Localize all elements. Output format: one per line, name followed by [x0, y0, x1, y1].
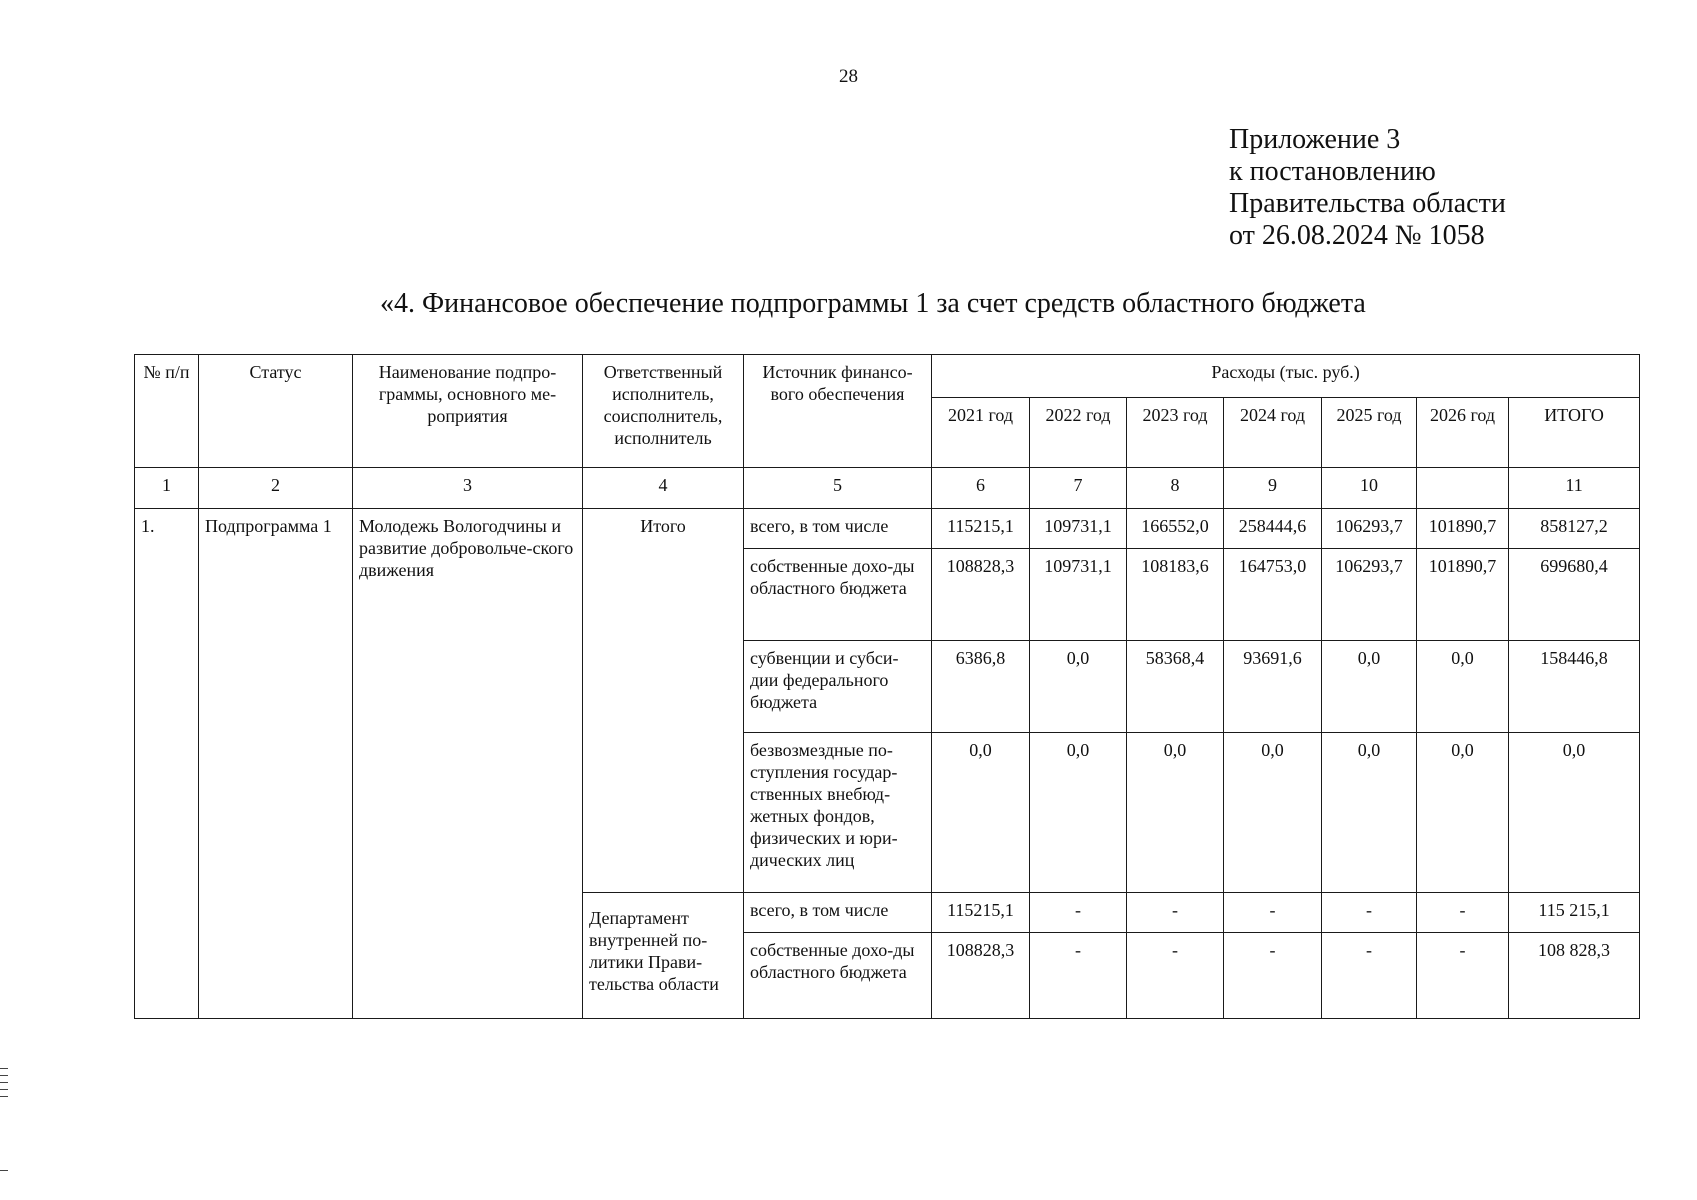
scan-artifact — [0, 1089, 8, 1090]
row-source: собственные дохо-ды областного бюджета — [744, 933, 932, 1019]
value-cell: 858127,2 — [1509, 509, 1640, 549]
column-index-row — [135, 468, 1640, 509]
value-cell: 115215,1 — [932, 893, 1030, 933]
column-index: 2 — [199, 468, 353, 509]
header-responsible: Ответственный исполнитель, соисполнитель, исполнитель — [583, 355, 744, 468]
scan-artifact — [0, 1075, 8, 1076]
row-source: всего, в том числе — [744, 893, 932, 933]
value-cell: - — [1127, 893, 1224, 933]
value-cell: 0,0 — [1030, 641, 1127, 733]
column-index: 10 — [1322, 468, 1417, 509]
value-cell: 0,0 — [1322, 733, 1417, 893]
value-cell: 6386,8 — [932, 641, 1030, 733]
financing-table — [134, 354, 1640, 1019]
value-cell: 0,0 — [1417, 733, 1509, 893]
value-cell: 0,0 — [1417, 641, 1509, 733]
row-source: собственные дохо-ды областного бюджета — [744, 549, 932, 641]
value-cell: 106293,7 — [1322, 509, 1417, 549]
column-index: 4 — [583, 468, 744, 509]
header-year-2024: 2024 год — [1224, 398, 1322, 468]
header-year-2026: 2026 год — [1417, 398, 1509, 468]
value-cell: 109731,1 — [1030, 549, 1127, 641]
value-cell: 108183,6 — [1127, 549, 1224, 641]
column-index: 11 — [1509, 468, 1640, 509]
scan-artifact — [0, 1170, 8, 1171]
row-source: субвенции и субси-дии федерального бюджета — [744, 641, 932, 733]
value-cell: - — [1224, 933, 1322, 1019]
value-cell: 115215,1 — [932, 509, 1030, 549]
row-number: 1. — [135, 509, 199, 1019]
value-cell: 0,0 — [932, 733, 1030, 893]
header-total: ИТОГО — [1509, 398, 1640, 468]
row-source: безвозмездные по-ступления государ-ственных внебюд-жетных фондов, физических и юри-дических лиц — [744, 733, 932, 893]
header-year-2022: 2022 год — [1030, 398, 1127, 468]
appendix-line: от 26.08.2024 № 1058 — [1229, 220, 1485, 251]
column-index: 9 — [1224, 468, 1322, 509]
row-responsible: Департамент внутренней по-литики Прави-тельства области — [583, 893, 744, 1019]
value-cell: 101890,7 — [1417, 549, 1509, 641]
value-cell: 0,0 — [1127, 733, 1224, 893]
value-cell: 0,0 — [1224, 733, 1322, 893]
appendix-line: Правительства области — [1229, 188, 1506, 219]
column-index: 6 — [932, 468, 1030, 509]
value-cell: 109731,1 — [1030, 509, 1127, 549]
column-index — [1417, 468, 1509, 509]
value-cell: - — [1030, 893, 1127, 933]
header-year-2023: 2023 год — [1127, 398, 1224, 468]
value-cell: - — [1322, 893, 1417, 933]
value-cell: 108828,3 — [932, 549, 1030, 641]
value-cell: 101890,7 — [1417, 509, 1509, 549]
value-cell: - — [1417, 933, 1509, 1019]
scan-artifact — [0, 1082, 8, 1083]
header-num: № п/п — [135, 355, 199, 468]
value-cell: 93691,6 — [1224, 641, 1322, 733]
header-source: Источник финансо-вого обеспечения — [744, 355, 932, 468]
value-cell: - — [1224, 893, 1322, 933]
value-cell: 108828,3 — [932, 933, 1030, 1019]
table-row — [135, 509, 1640, 549]
appendix-line: к постановлению — [1229, 156, 1436, 187]
value-cell: - — [1030, 933, 1127, 1019]
value-cell: - — [1322, 933, 1417, 1019]
value-cell: 0,0 — [1030, 733, 1127, 893]
value-cell: 106293,7 — [1322, 549, 1417, 641]
column-index: 8 — [1127, 468, 1224, 509]
value-cell: - — [1417, 893, 1509, 933]
row-name: Молодежь Вологодчины и развитие добровольче-ского движения — [353, 509, 583, 1019]
appendix-line: Приложение 3 — [1229, 124, 1401, 155]
header-year-2021: 2021 год — [932, 398, 1030, 468]
row-responsible: Итого — [583, 509, 744, 893]
value-cell: 166552,0 — [1127, 509, 1224, 549]
row-source: всего, в том числе — [744, 509, 932, 549]
document-title: «4. Финансовое обеспечение подпрограммы 1 за счет средств областного бюджета — [380, 288, 1366, 319]
page-number: 28 — [839, 66, 858, 87]
header-name: Наименование подпро-граммы, основного ме-роприятия — [353, 355, 583, 468]
value-cell: 115 215,1 — [1509, 893, 1640, 933]
column-index: 1 — [135, 468, 199, 509]
header-year-2025: 2025 год — [1322, 398, 1417, 468]
value-cell: 158446,8 — [1509, 641, 1640, 733]
row-status: Подпрограмма 1 — [199, 509, 353, 1019]
column-index: 5 — [744, 468, 932, 509]
header-expenses: Расходы (тыс. руб.) — [932, 355, 1640, 398]
column-index: 3 — [353, 468, 583, 509]
appendix-block — [1229, 124, 1506, 252]
value-cell: 108 828,3 — [1509, 933, 1640, 1019]
scan-artifact — [0, 1068, 8, 1069]
value-cell: - — [1127, 933, 1224, 1019]
header-row — [135, 355, 1640, 398]
value-cell: 164753,0 — [1224, 549, 1322, 641]
value-cell: 0,0 — [1322, 641, 1417, 733]
header-status: Статус — [199, 355, 353, 468]
column-index: 7 — [1030, 468, 1127, 509]
scan-artifact — [0, 1096, 8, 1097]
value-cell: 699680,4 — [1509, 549, 1640, 641]
value-cell: 58368,4 — [1127, 641, 1224, 733]
value-cell: 0,0 — [1509, 733, 1640, 893]
value-cell: 258444,6 — [1224, 509, 1322, 549]
